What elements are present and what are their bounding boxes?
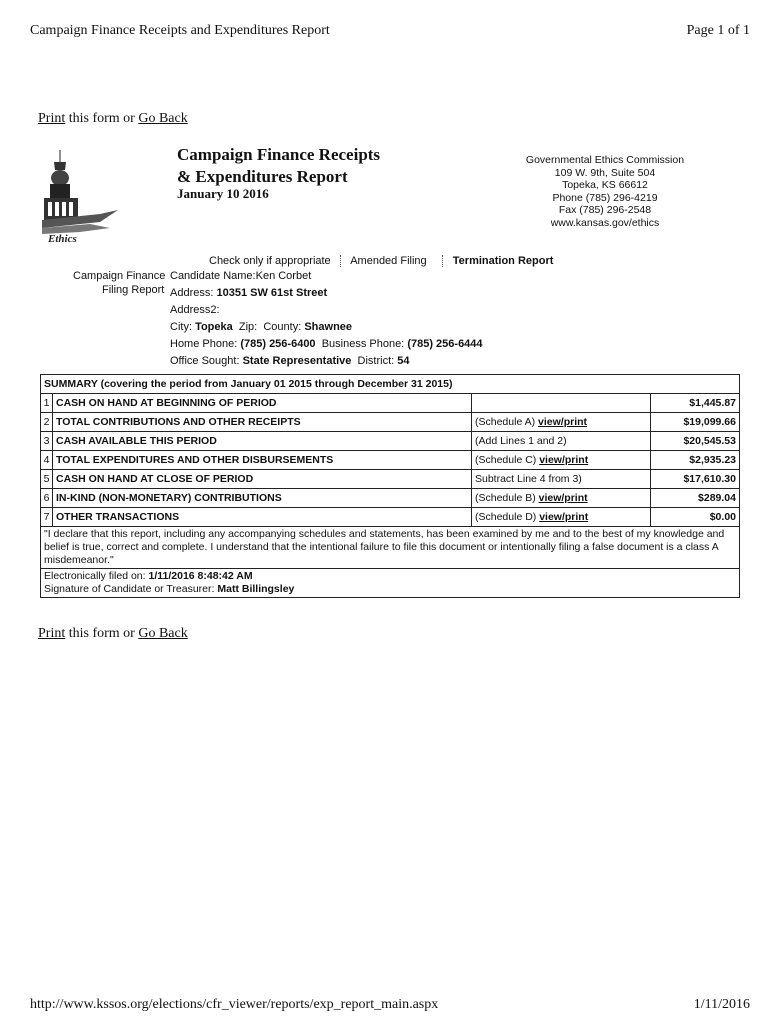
line-description: OTHER TRANSACTIONS — [53, 508, 472, 527]
candidate-county: Shawnee — [304, 321, 353, 333]
candidate-info — [170, 268, 483, 370]
candidate-name-label: Candidate Name: — [170, 270, 256, 282]
top-nav — [38, 111, 188, 127]
line-number: 3 — [41, 432, 53, 451]
nav-text: this form or — [65, 111, 139, 126]
go-back-link[interactable]: Go Back — [138, 111, 188, 126]
capitol-seal-logo — [40, 148, 120, 246]
line-description: CASH ON HAND AT CLOSE OF PERIOD — [53, 470, 472, 489]
line-number: 1 — [41, 394, 53, 413]
report-title-line2: & Expenditures Report — [177, 167, 348, 186]
print-link[interactable]: Print — [38, 626, 66, 641]
amended-filing-checkbox[interactable] — [340, 255, 342, 267]
line-schedule — [472, 470, 651, 489]
candidate-business-phone: (785) 256-6444 — [407, 338, 483, 350]
nav-text: this form or — [65, 626, 139, 641]
city-label: City: — [170, 321, 192, 333]
agency-phone: Phone (785) 296-4219 — [552, 191, 658, 204]
declaration-text: "I declare that this report, including any accompanying schedules and statements, has been examined by me and to the best of my knowledge and belief is true, correct and complete. I understand that the intentional failure to file this document or intentionally filing a false document is a class A misdemeanor." — [41, 527, 740, 569]
form-label-line1: Campaign Finance — [73, 270, 166, 282]
schedule-d-view-print-link[interactable]: view/print — [539, 511, 589, 523]
summary-table — [40, 374, 740, 598]
filing-type-row — [209, 255, 553, 267]
filed-on-line — [44, 570, 736, 583]
candidate-city: Topeka — [195, 321, 233, 333]
schedule-text: (Add Lines 1 and 2) — [475, 435, 567, 447]
table-row — [41, 489, 740, 508]
table-row — [41, 394, 740, 413]
line-schedule — [472, 432, 651, 451]
line-description: TOTAL CONTRIBUTIONS AND OTHER RECEIPTS — [53, 413, 472, 432]
candidate-office-row — [170, 353, 483, 370]
report-title-line1: Campaign Finance Receipts — [177, 145, 381, 164]
line-schedule — [472, 394, 651, 413]
address-label: Address: — [170, 287, 214, 299]
agency-street: 109 W. 9th, Suite 504 — [554, 166, 656, 179]
report-date: January 10 2016 — [177, 186, 269, 201]
table-row — [41, 432, 740, 451]
home-phone-label: Home Phone: — [170, 338, 238, 350]
line-schedule — [472, 451, 651, 470]
agency-address-block — [520, 154, 690, 229]
bottom-nav — [38, 626, 188, 642]
filing-info-row — [41, 569, 740, 598]
schedule-b-view-print-link[interactable]: view/print — [538, 492, 588, 504]
candidate-name: Ken Corbet — [255, 270, 312, 282]
line-schedule — [472, 413, 651, 432]
schedule-text: (Schedule C) — [475, 454, 540, 466]
table-row — [41, 508, 740, 527]
district-label: District: — [357, 355, 395, 367]
candidate-address2-row — [170, 302, 483, 319]
line-amount: $17,610.30 — [651, 470, 740, 489]
candidate-district: 54 — [397, 355, 410, 367]
filed-on-label: Electronically filed on: — [44, 570, 146, 582]
signature-line — [44, 583, 736, 596]
print-link[interactable]: Print — [38, 111, 66, 126]
line-number: 2 — [41, 413, 53, 432]
declaration-row — [41, 527, 740, 569]
business-phone-label: Business Phone: — [321, 338, 405, 350]
line-description: CASH AVAILABLE THIS PERIOD — [53, 432, 472, 451]
agency-city: Topeka, KS 66612 — [562, 179, 648, 191]
candidate-phone-row — [170, 336, 483, 353]
line-description: CASH ON HAND AT BEGINNING OF PERIOD — [53, 394, 472, 413]
candidate-address: 10351 SW 61st Street — [216, 287, 328, 299]
table-row — [41, 451, 740, 470]
report-title — [177, 144, 380, 188]
print-footer-date: 1/11/2016 — [693, 997, 750, 1012]
check-label: Check only if appropriate — [209, 255, 331, 267]
agency-name: Governmental Ethics Commission — [525, 154, 685, 166]
agency-fax: Fax (785) 296-2548 — [558, 204, 652, 216]
candidate-home-phone: (785) 256-6400 — [240, 338, 316, 350]
line-number: 5 — [41, 470, 53, 489]
form-label-line2: Filing Report — [102, 284, 165, 296]
line-number: 4 — [41, 451, 53, 470]
schedule-text: (Schedule B) — [475, 492, 539, 504]
candidate-office: State Representative — [242, 355, 352, 367]
candidate-name-row — [170, 268, 483, 285]
print-header-title: Campaign Finance Receipts and Expenditures Report — [30, 23, 330, 38]
schedule-text: (Schedule A) — [475, 416, 539, 428]
line-amount: $0.00 — [651, 508, 740, 527]
filed-on-value: 1/11/2016 8:48:42 AM — [148, 570, 253, 582]
print-footer-url: http://www.kssos.org/elections/cfr_viewer/reports/exp_report_main.aspx — [30, 997, 439, 1012]
go-back-link[interactable]: Go Back — [138, 626, 188, 641]
schedule-text: Subtract Line 4 from 3) — [475, 473, 582, 485]
signature-label: Signature of Candidate or Treasurer: — [44, 583, 215, 595]
schedule-c-view-print-link[interactable]: view/print — [539, 454, 589, 466]
line-amount: $289.04 — [651, 489, 740, 508]
county-label: County: — [263, 321, 302, 333]
office-label: Office Sought: — [170, 355, 240, 367]
schedule-text: (Schedule D) — [475, 511, 540, 523]
line-description: TOTAL EXPENDITURES AND OTHER DISBURSEMENTS — [53, 451, 472, 470]
line-number: 6 — [41, 489, 53, 508]
zip-label: Zip: — [238, 321, 258, 333]
line-amount: $2,935.23 — [651, 451, 740, 470]
filing-info — [41, 569, 740, 598]
line-number: 7 — [41, 508, 53, 527]
address2-label: Address2: — [170, 304, 220, 316]
summary-header: SUMMARY (covering the period from January 01 2015 through December 31 2015) — [41, 375, 740, 394]
amended-filing-label: Amended Filing — [350, 255, 427, 267]
schedule-a-view-print-link[interactable]: view/print — [538, 416, 588, 428]
svg-text:Ethics: Ethics — [48, 233, 77, 245]
termination-report-label: Termination Report — [452, 255, 554, 267]
agency-website: www.kansas.gov/ethics — [550, 216, 660, 229]
candidate-address-row — [170, 285, 483, 302]
print-header-page: Page 1 of 1 — [686, 23, 750, 38]
candidate-city-row — [170, 319, 483, 336]
line-schedule — [472, 489, 651, 508]
line-amount: $19,099.66 — [651, 413, 740, 432]
line-description: IN-KIND (NON-MONETARY) CONTRIBUTIONS — [53, 489, 472, 508]
table-row — [41, 470, 740, 489]
termination-report-checkbox[interactable] — [442, 255, 444, 267]
line-amount: $20,545.53 — [651, 432, 740, 451]
line-amount: $1,445.87 — [651, 394, 740, 413]
table-row — [41, 413, 740, 432]
summary-header-row — [41, 375, 740, 394]
line-schedule — [472, 508, 651, 527]
signature-value: Matt Billingsley — [217, 583, 295, 595]
